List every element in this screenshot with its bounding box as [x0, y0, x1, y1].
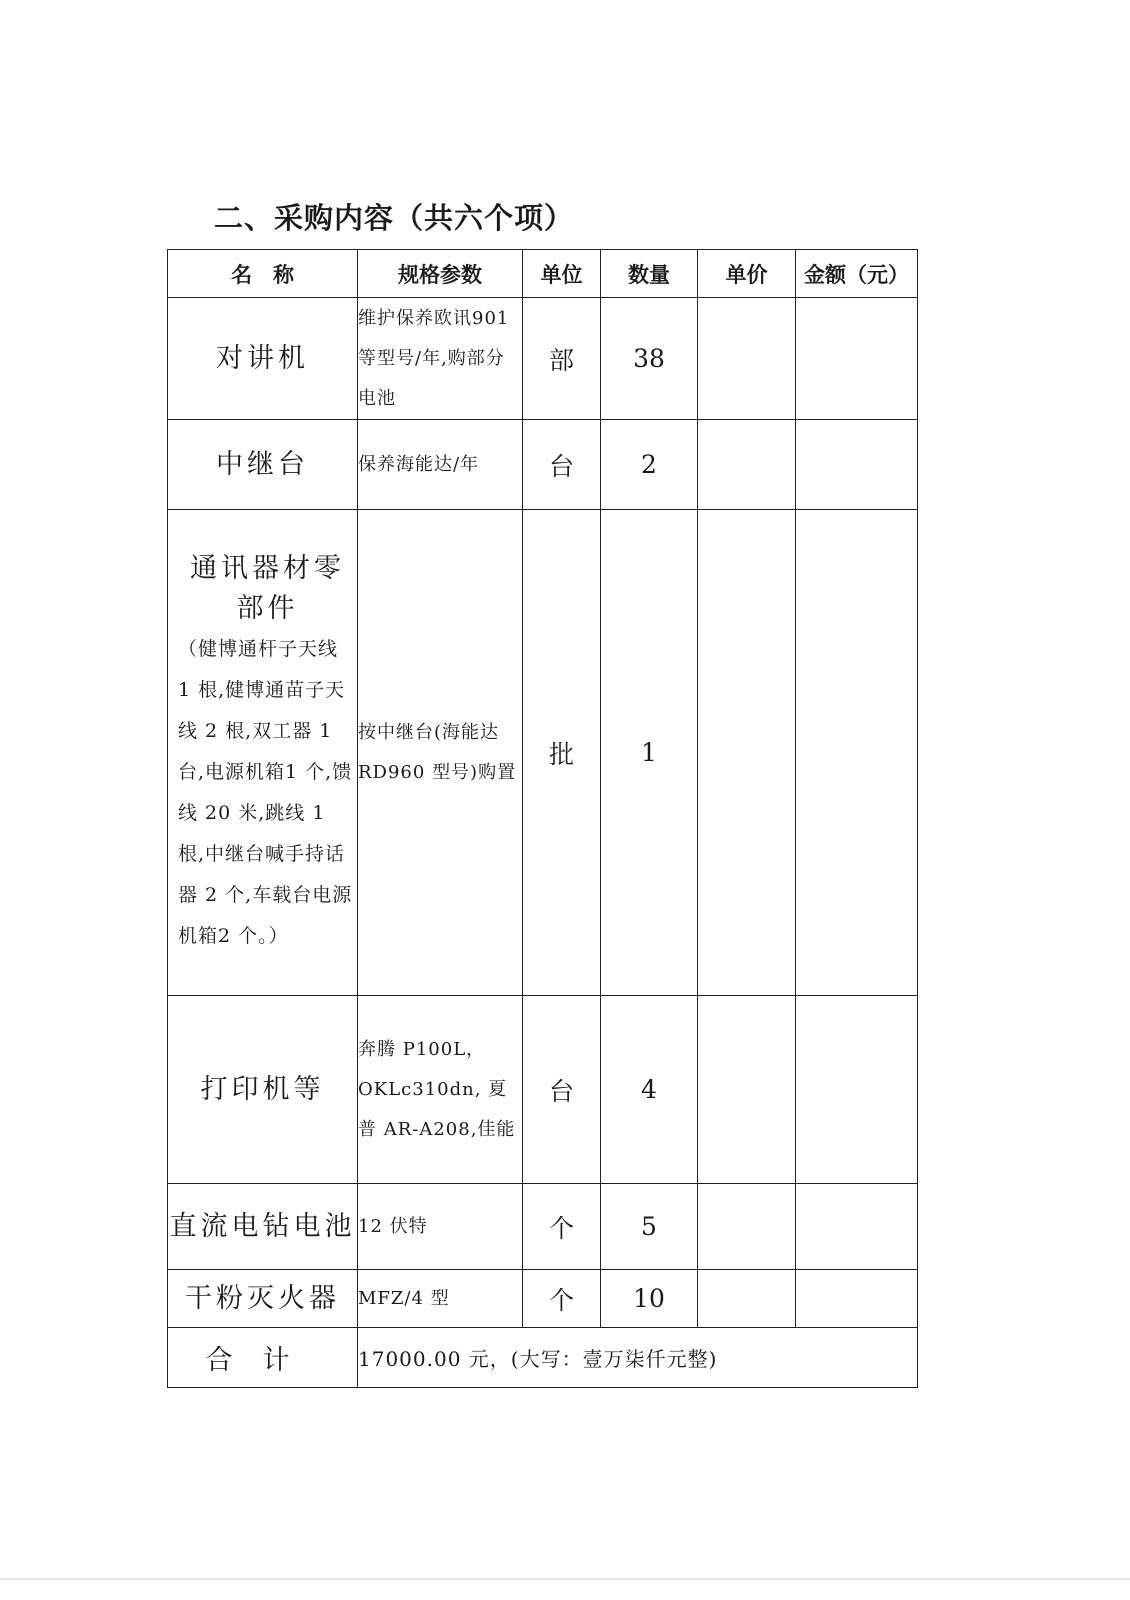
item-spec: MFZ/4 型	[358, 1270, 523, 1328]
header-spec: 规格参数	[358, 250, 523, 298]
item-name-cell	[168, 510, 358, 996]
item-price	[698, 1270, 796, 1328]
item-qty: 2	[601, 420, 698, 510]
header-unit: 单位	[523, 250, 601, 298]
page-bottom-edge	[0, 1578, 1130, 1580]
table-row	[168, 420, 918, 510]
item-name: 干粉灭火器	[168, 1270, 358, 1328]
table-row	[168, 996, 918, 1184]
item-spec: 维护保养欧讯901 等型号/年,购部分电池	[358, 298, 523, 420]
item-unit: 批	[523, 510, 601, 996]
section-title: 二、采购内容（共六个项）	[214, 201, 575, 235]
total-value: 17000.00 元，(大写：壹万柒仟元整)	[358, 1328, 918, 1388]
item-name: 通讯器材零部件	[190, 552, 345, 624]
item-price	[698, 510, 796, 996]
item-unit: 部	[523, 298, 601, 420]
item-unit: 个	[523, 1270, 601, 1328]
item-price	[698, 1184, 796, 1270]
item-amount	[796, 1184, 918, 1270]
item-amount	[796, 996, 918, 1184]
item-name: 中继台	[168, 420, 358, 510]
item-price	[698, 298, 796, 420]
item-spec: 奔腾 P100L，OKLc310dn, 夏普 AR-A208,佳能	[358, 996, 523, 1184]
item-unit: 个	[523, 1184, 601, 1270]
header-qty: 数量	[601, 250, 698, 298]
item-amount	[796, 420, 918, 510]
item-name: 直流电钻电池	[168, 1184, 358, 1270]
table-row	[168, 298, 918, 420]
item-qty: 1	[601, 510, 698, 996]
item-qty: 38	[601, 298, 698, 420]
header-amount: 金额（元）	[796, 250, 918, 298]
item-qty: 5	[601, 1184, 698, 1270]
item-qty: 4	[601, 996, 698, 1184]
item-price	[698, 420, 796, 510]
header-name: 名 称	[168, 250, 358, 298]
procurement-table	[167, 249, 918, 1388]
table-row	[168, 1270, 918, 1328]
item-unit: 台	[523, 996, 601, 1184]
item-spec: 12 伏特	[358, 1184, 523, 1270]
total-row	[168, 1328, 918, 1388]
item-detail: （健博通杆子天线 1 根,健博通苗子天线 2 根,双工器 1 台,电源机箱1 个,馈线 20 米,跳线 1 根,中继台喊手持话器 2 个,车载台电源机箱2 个。）	[178, 637, 353, 947]
item-amount	[796, 1270, 918, 1328]
item-name: 打印机等	[168, 996, 358, 1184]
total-label: 合计	[168, 1328, 358, 1388]
item-spec: 按中继台(海能达 RD960 型号)购置	[358, 510, 523, 996]
table-header-row	[168, 250, 918, 298]
item-name: 对讲机	[168, 298, 358, 420]
item-qty: 10	[601, 1270, 698, 1328]
item-price	[698, 996, 796, 1184]
header-price: 单价	[698, 250, 796, 298]
item-spec: 保养海能达/年	[358, 420, 523, 510]
table-row	[168, 510, 918, 996]
table-row	[168, 1184, 918, 1270]
item-unit: 台	[523, 420, 601, 510]
item-amount	[796, 510, 918, 996]
item-amount	[796, 298, 918, 420]
